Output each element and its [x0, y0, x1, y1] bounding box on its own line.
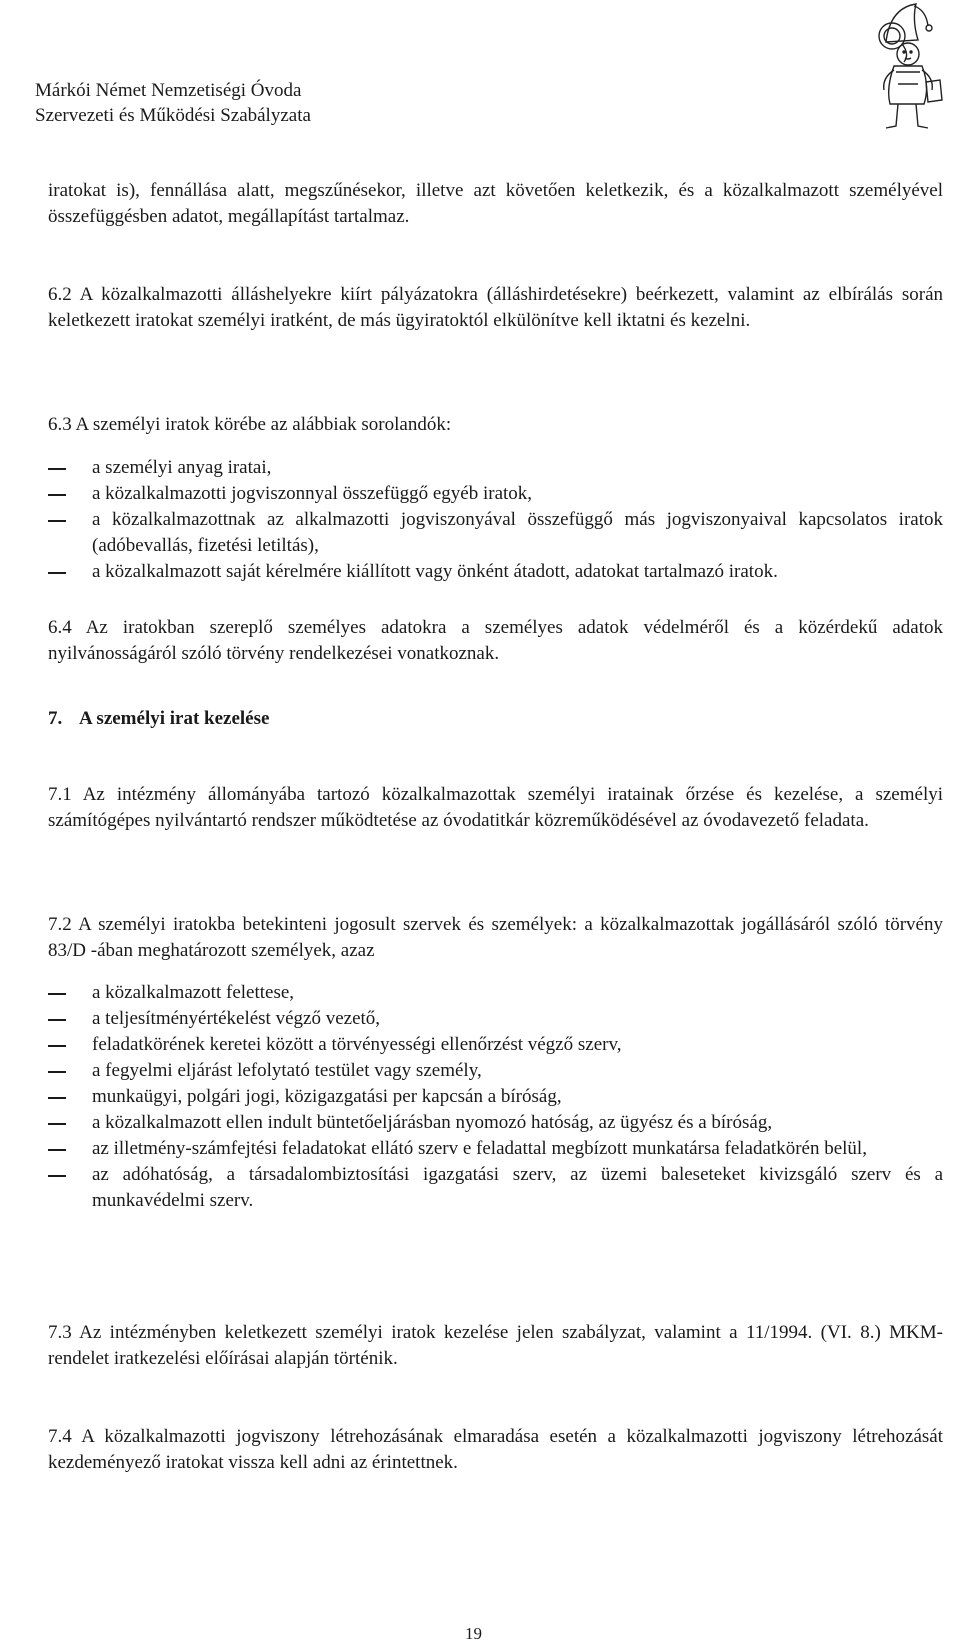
dash-bullet-icon: [48, 1149, 66, 1151]
list-item: a közalkalmazott ellen indult büntetőeljárásban nyomozó hatóság, az ügyész és a bíróság,: [48, 1110, 943, 1136]
section-text: A személyi iratokba betekinteni jogosult szervek és személyek: a közalkalmazottak jogállásáról szóló törvény 83/D -ában meghatározott személyek, azaz: [48, 914, 943, 961]
dash-bullet-icon: [48, 468, 66, 470]
section-number: 7.3: [48, 1322, 72, 1343]
dash-bullet-icon: [48, 1045, 66, 1047]
section-text: A közalkalmazotti jogviszony létrehozásának elmaradása esetén a közalkalmazotti jogviszony létrehozását kezdeményező iratokat vissza kell adni az érintettnek.: [48, 1426, 944, 1473]
document-title: Szervezeti és Működési Szabályzata: [35, 105, 311, 126]
section-number: 6.2: [48, 284, 72, 305]
dash-bullet-icon: [48, 1071, 66, 1073]
institution-name: Márkói Német Nemzetiségi Óvoda: [35, 80, 302, 101]
list-item: a közalkalmazott felettese,: [48, 980, 943, 1006]
dash-bullet-icon: [48, 572, 66, 574]
dash-bullet-icon: [48, 1123, 66, 1125]
heading-text: A személyi irat kezelése: [79, 708, 270, 729]
list-item: a személyi anyag iratai,: [48, 455, 943, 481]
section-text: A személyi iratok körébe az alábbiak sorolandók:: [75, 414, 452, 435]
section-number: 6.4: [48, 617, 72, 638]
section-7-3: [48, 1320, 943, 1372]
section-text: Az iratokban szereplő személyes adatokra a személyes adatok védelméről és a közérdekű adatok nyilvánosságáról szóló törvény rendelkezései vonatkoznak.: [48, 617, 943, 664]
list-6-3: [48, 455, 943, 585]
list-item: feladatkörének keretei között a törvényességi ellenőrzést végző szerv,: [48, 1032, 943, 1058]
section-number: 7.1: [48, 784, 72, 805]
paragraph-continuation: iratokat is), fennállása alatt, megszűnésekor, illetve azt követően keletkezik, és a közalkalmazott személyével összefüggésben adatot, megállapítást tartalmaz.: [48, 180, 943, 227]
section-text: Az intézmény állományába tartozó közalkalmazottak személyi iratainak őrzése és kezelése, a személyi számítógépes nyilvántartó rendszer működtetése az óvodatitkár közreműködésével az óvodavezető feladata.: [48, 784, 943, 831]
section-7-2: [48, 912, 943, 964]
section-number: 6.3: [48, 414, 72, 435]
list-item: az illetmény-számfejtési feladatokat ellátó szerv e feladattal megbízott munkatársa feladatkörén belül,: [48, 1136, 943, 1162]
page-number: 19: [465, 1624, 482, 1643]
section-7-4: [48, 1424, 943, 1476]
list-item: munkaügyi, polgári jogi, közigazgatási per kapcsán a bíróság,: [48, 1084, 943, 1110]
section-6-4: [48, 615, 943, 667]
list-item: a teljesítményértékelést végző vezető,: [48, 1006, 943, 1032]
list-item: a közalkalmazott saját kérelmére kiállított vagy önként átadott, adatokat tartalmazó iratok.: [48, 559, 943, 585]
section-text: A közalkalmazotti álláshelyekre kiírt pályázatokra (álláshirdetésekre) beérkezett, valamint az elbírálás során keletkezett iratokat személyi iratként, de más ügyiratoktól elkülönítve kell iktatni és kezelni.: [48, 284, 944, 331]
section-text: Az intézményben keletkezett személyi iratok kezelése jelen szabályzat, valamint a 11/1994. (VI. 8.) MKM-rendelet iratkezelési előírásai alapján történik.: [48, 1322, 944, 1369]
list-7-2: [48, 980, 943, 1214]
section-7-1: [48, 782, 943, 834]
section-6-2: [48, 282, 943, 334]
dash-bullet-icon: [48, 993, 66, 995]
dash-bullet-icon: [48, 520, 66, 522]
section-number: 7.2: [48, 914, 72, 935]
heading-number: 7.: [48, 708, 63, 729]
list-item: a közalkalmazotti jogviszonnyal összefüggő egyéb iratok,: [48, 481, 943, 507]
dash-bullet-icon: [48, 494, 66, 496]
section-number: 7.4: [48, 1426, 72, 1447]
document-header: [35, 78, 311, 128]
section-6-3: [48, 412, 943, 438]
list-item: a közalkalmazottnak az alkalmazotti jogviszonyával összefüggő más jogviszonyaival kapcsolatos iratok (adóbevallás, fizetési letiltás),: [48, 507, 943, 559]
child-with-horn-illustration-icon: [846, 0, 950, 140]
dash-bullet-icon: [48, 1097, 66, 1099]
dash-bullet-icon: [48, 1175, 66, 1177]
dash-bullet-icon: [48, 1019, 66, 1021]
list-item: a fegyelmi eljárást lefolytató testület vagy személy,: [48, 1058, 943, 1084]
list-item: az adóhatóság, a társadalombiztosítási igazgatási szerv, az üzemi baleseteket kivizsgáló szerv és a munkavédelmi szerv.: [48, 1162, 943, 1214]
section-heading-7: [48, 706, 269, 732]
